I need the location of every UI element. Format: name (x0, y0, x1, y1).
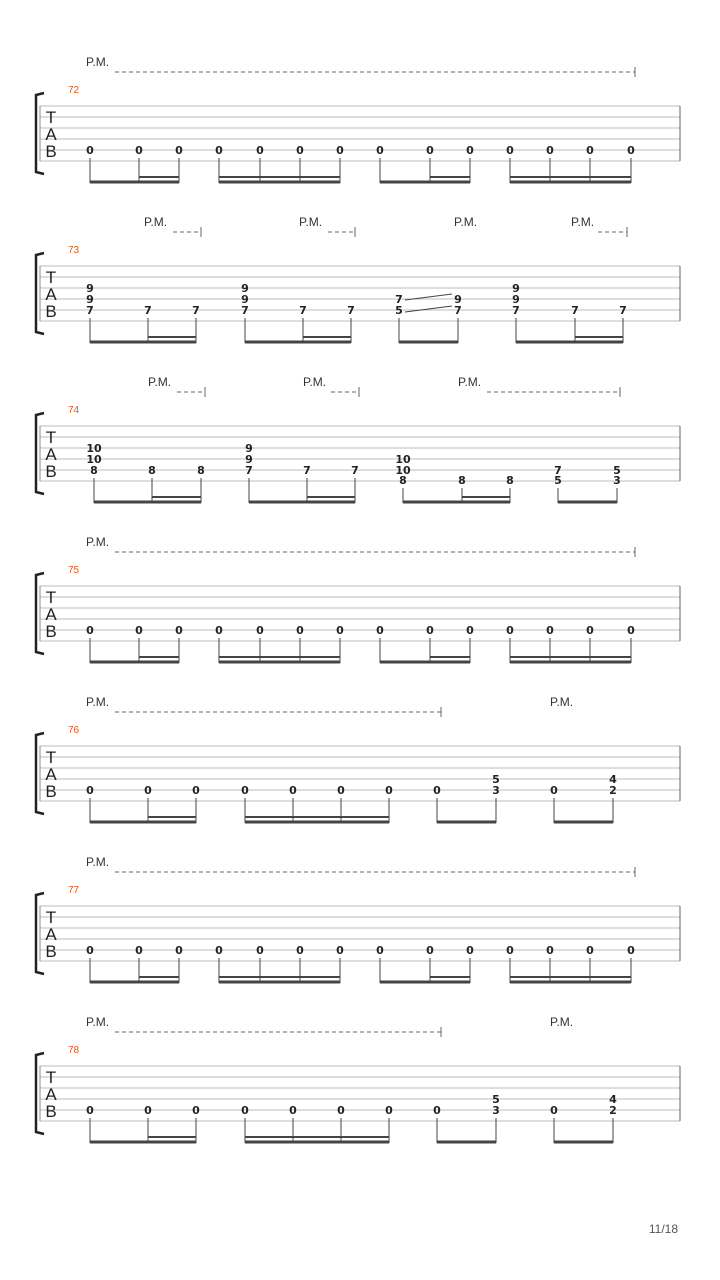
fret-number: 7 (303, 464, 311, 477)
fret-number: 5 (492, 1093, 500, 1106)
palm-mute-label: P.M. (86, 535, 110, 549)
measure-number: 77 (68, 885, 80, 896)
fret-number: 5 (613, 464, 621, 477)
fret-number: 0 (256, 624, 264, 637)
fret-number: 0 (466, 144, 474, 157)
fret-number: 0 (506, 944, 514, 957)
fret-number: 0 (550, 784, 558, 797)
fret-number: 0 (627, 144, 635, 157)
fret-number: 0 (337, 1104, 345, 1117)
palm-mute-label: P.M. (144, 215, 168, 229)
fret-number: 0 (376, 144, 384, 157)
fret-number: 7 (245, 464, 253, 477)
tab-clef-letter: T (45, 108, 57, 127)
fret-number: 0 (337, 784, 345, 797)
fret-number: 7 (454, 304, 462, 317)
fret-number: 0 (215, 144, 223, 157)
palm-mute-label: P.M. (299, 215, 323, 229)
fret-number: 0 (627, 944, 635, 957)
palm-mute-label: P.M. (571, 215, 595, 229)
fret-number: 0 (175, 944, 183, 957)
tab-clef-letter: B (45, 1102, 57, 1121)
fret-number: 7 (144, 304, 152, 317)
fret-number: 0 (586, 624, 594, 637)
fret-number: 8 (90, 464, 98, 477)
tab-clef-letter: B (45, 622, 57, 641)
fret-number: 8 (148, 464, 156, 477)
fret-number: 4 (609, 1093, 617, 1106)
palm-mute-label: P.M. (550, 1015, 574, 1029)
fret-number: 8 (197, 464, 205, 477)
measure-number: 76 (68, 725, 80, 736)
fret-number: 0 (241, 1104, 249, 1117)
fret-number: 7 (554, 464, 562, 477)
fret-number: 9 (245, 442, 253, 455)
fret-number: 10 (395, 464, 411, 477)
fret-number: 5 (492, 773, 500, 786)
palm-mute-label: P.M. (86, 855, 110, 869)
fret-number: 3 (492, 784, 500, 797)
fret-number: 0 (135, 944, 143, 957)
fret-number: 9 (241, 282, 249, 295)
tab-clef-letter: A (45, 1085, 57, 1104)
measure-number: 72 (68, 85, 80, 96)
fret-number: 8 (399, 474, 407, 487)
fret-number: 9 (454, 293, 462, 306)
palm-mute-label: P.M. (148, 375, 172, 389)
fret-number: 9 (512, 282, 520, 295)
fret-number: 9 (241, 293, 249, 306)
fret-number: 0 (289, 1104, 297, 1117)
fret-number: 0 (296, 144, 304, 157)
fret-number: 0 (86, 624, 94, 637)
fret-number: 0 (376, 944, 384, 957)
tab-clef-letter: T (45, 1068, 57, 1087)
fret-number: 0 (336, 624, 344, 637)
fret-number: 0 (546, 144, 554, 157)
fret-number: 0 (256, 144, 264, 157)
fret-number: 0 (385, 784, 393, 797)
fret-number: 9 (512, 293, 520, 306)
fret-number: 0 (426, 944, 434, 957)
fret-number: 0 (336, 944, 344, 957)
fret-number: 9 (86, 293, 94, 306)
fret-number: 0 (385, 1104, 393, 1117)
fret-number: 9 (245, 453, 253, 466)
tab-clef-letter: T (45, 428, 57, 447)
fret-number: 0 (506, 144, 514, 157)
palm-mute-label: P.M. (86, 1015, 110, 1029)
tab-clef-letter: A (45, 285, 57, 304)
fret-number: 0 (144, 784, 152, 797)
page-number: 11/18 (648, 1222, 678, 1236)
measure-number: 75 (68, 565, 80, 576)
fret-number: 2 (609, 784, 617, 797)
fret-number: 0 (376, 624, 384, 637)
tab-clef-letter: B (45, 302, 57, 321)
fret-number: 0 (506, 624, 514, 637)
fret-number: 0 (86, 944, 94, 957)
fret-number: 4 (609, 773, 617, 786)
fret-number: 0 (546, 624, 554, 637)
fret-number: 0 (586, 144, 594, 157)
fret-number: 0 (144, 1104, 152, 1117)
fret-number: 0 (215, 944, 223, 957)
fret-number: 5 (554, 474, 562, 487)
fret-number: 7 (86, 304, 94, 317)
fret-number: 9 (86, 282, 94, 295)
fret-number: 5 (395, 304, 403, 317)
fret-number: 8 (506, 474, 514, 487)
fret-number: 0 (627, 624, 635, 637)
tab-clef-letter: A (45, 925, 57, 944)
tab-clef-letter: B (45, 782, 57, 801)
fret-number: 0 (586, 944, 594, 957)
palm-mute-label: P.M. (86, 55, 110, 69)
palm-mute-label: P.M. (454, 215, 478, 229)
fret-number: 0 (175, 624, 183, 637)
fret-number: 7 (619, 304, 627, 317)
palm-mute-label: P.M. (86, 695, 110, 709)
fret-number: 7 (395, 293, 403, 306)
slide-line (405, 306, 452, 312)
fret-number: 0 (192, 1104, 200, 1117)
tab-clef-letter: T (45, 268, 57, 287)
tab-clef-letter: A (45, 605, 57, 624)
fret-number: 0 (135, 624, 143, 637)
fret-number: 0 (546, 944, 554, 957)
fret-number: 0 (86, 784, 94, 797)
fret-number: 0 (550, 1104, 558, 1117)
fret-number: 0 (256, 944, 264, 957)
fret-number: 2 (609, 1104, 617, 1117)
measure-number: 73 (68, 245, 80, 256)
tab-clef-letter: A (45, 445, 57, 464)
measure-number: 78 (68, 1045, 80, 1056)
tab-clef-letter: B (45, 462, 57, 481)
fret-number: 0 (86, 144, 94, 157)
fret-number: 0 (296, 944, 304, 957)
tab-clef-letter: T (45, 588, 57, 607)
tab-clef-letter: B (45, 142, 57, 161)
fret-number: 0 (466, 624, 474, 637)
fret-number: 0 (336, 144, 344, 157)
fret-number: 0 (296, 624, 304, 637)
measure-number: 74 (68, 405, 80, 416)
fret-number: 7 (347, 304, 355, 317)
fret-number: 0 (175, 144, 183, 157)
fret-number: 10 (86, 442, 102, 455)
palm-mute-label: P.M. (458, 375, 482, 389)
fret-number: 0 (433, 784, 441, 797)
fret-number: 7 (512, 304, 520, 317)
tab-clef-letter: A (45, 125, 57, 144)
fret-number: 0 (426, 624, 434, 637)
fret-number: 3 (492, 1104, 500, 1117)
fret-number: 7 (241, 304, 249, 317)
tab-clef-letter: A (45, 765, 57, 784)
fret-number: 7 (192, 304, 200, 317)
tab-clef-letter: T (45, 748, 57, 767)
fret-number: 0 (241, 784, 249, 797)
fret-number: 0 (289, 784, 297, 797)
fret-number: 10 (86, 453, 102, 466)
tab-clef-letter: B (45, 942, 57, 961)
tab-clef-letter: T (45, 908, 57, 927)
fret-number: 0 (433, 1104, 441, 1117)
fret-number: 8 (458, 474, 466, 487)
fret-number: 7 (299, 304, 307, 317)
palm-mute-label: P.M. (550, 695, 574, 709)
fret-number: 0 (86, 1104, 94, 1117)
fret-number: 7 (351, 464, 359, 477)
fret-number: 0 (426, 144, 434, 157)
fret-number: 0 (135, 144, 143, 157)
palm-mute-label: P.M. (303, 375, 327, 389)
fret-number: 0 (466, 944, 474, 957)
fret-number: 3 (613, 474, 621, 487)
fret-number: 7 (571, 304, 579, 317)
fret-number: 0 (215, 624, 223, 637)
fret-number: 10 (395, 453, 411, 466)
fret-number: 0 (192, 784, 200, 797)
